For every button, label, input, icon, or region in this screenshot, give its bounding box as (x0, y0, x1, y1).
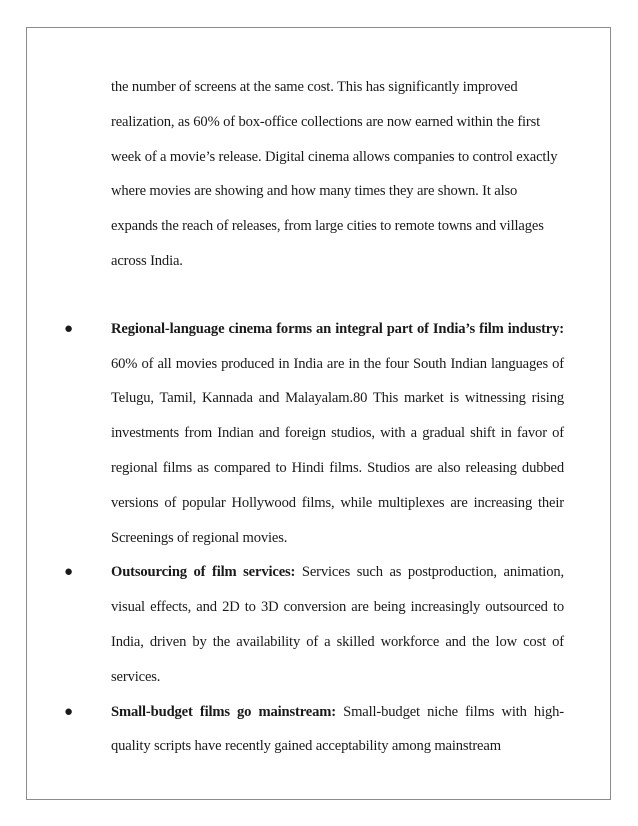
bullet-body-text: 60% of all movies produced in India are in the four South Indian languages of Telugu, Tamil, Kannada and Malayalam.80 This market is witnessing rising investments from Indian and foreign studios, with a gradual shift in favor of regional films as compared to Hindi films. Studios are also releasing dubbed versions of popular Hollywood films, while multiplexes are increasing their Screenings of regional movies. (111, 355, 564, 546)
document-body (64, 70, 565, 764)
bullet-item-small-budget (64, 695, 564, 765)
bullet-icon: ● (64, 320, 73, 337)
bullet-body-text: Services such as postproduction, animation, visual effects, and 2D to 3D conversion are being increasingly outsourced to India, driven by the availability of a skilled workforce and the low cost of services. (111, 564, 565, 685)
bullet-lead-text: Outsourcing of film services: (111, 564, 296, 581)
bullet-item-outsourcing (64, 555, 565, 694)
bullet-lead-text: Regional-language cinema forms an integral part of India’s film industry: (111, 320, 564, 337)
bullet-icon: ● (64, 703, 73, 720)
bullet-lead-text: Small-budget films go mainstream: (111, 703, 336, 720)
bullet-body-text: Small-budget niche films with high-quality scripts have recently gained acceptability among mainstream (111, 703, 564, 755)
intro-paragraph: the number of screens at the same cost. This has significantly improved realization, as 60% of box-office collections are now earned within the first week of a movie’s release. Digital cinema allows companies to control exactly where movies are showing and how many times they are shown. It also expands the reach of releases, from large cities to remote towns and villages across India. (111, 79, 558, 269)
bullet-icon: ● (64, 564, 73, 581)
bullet-item-regional-cinema (64, 312, 564, 556)
